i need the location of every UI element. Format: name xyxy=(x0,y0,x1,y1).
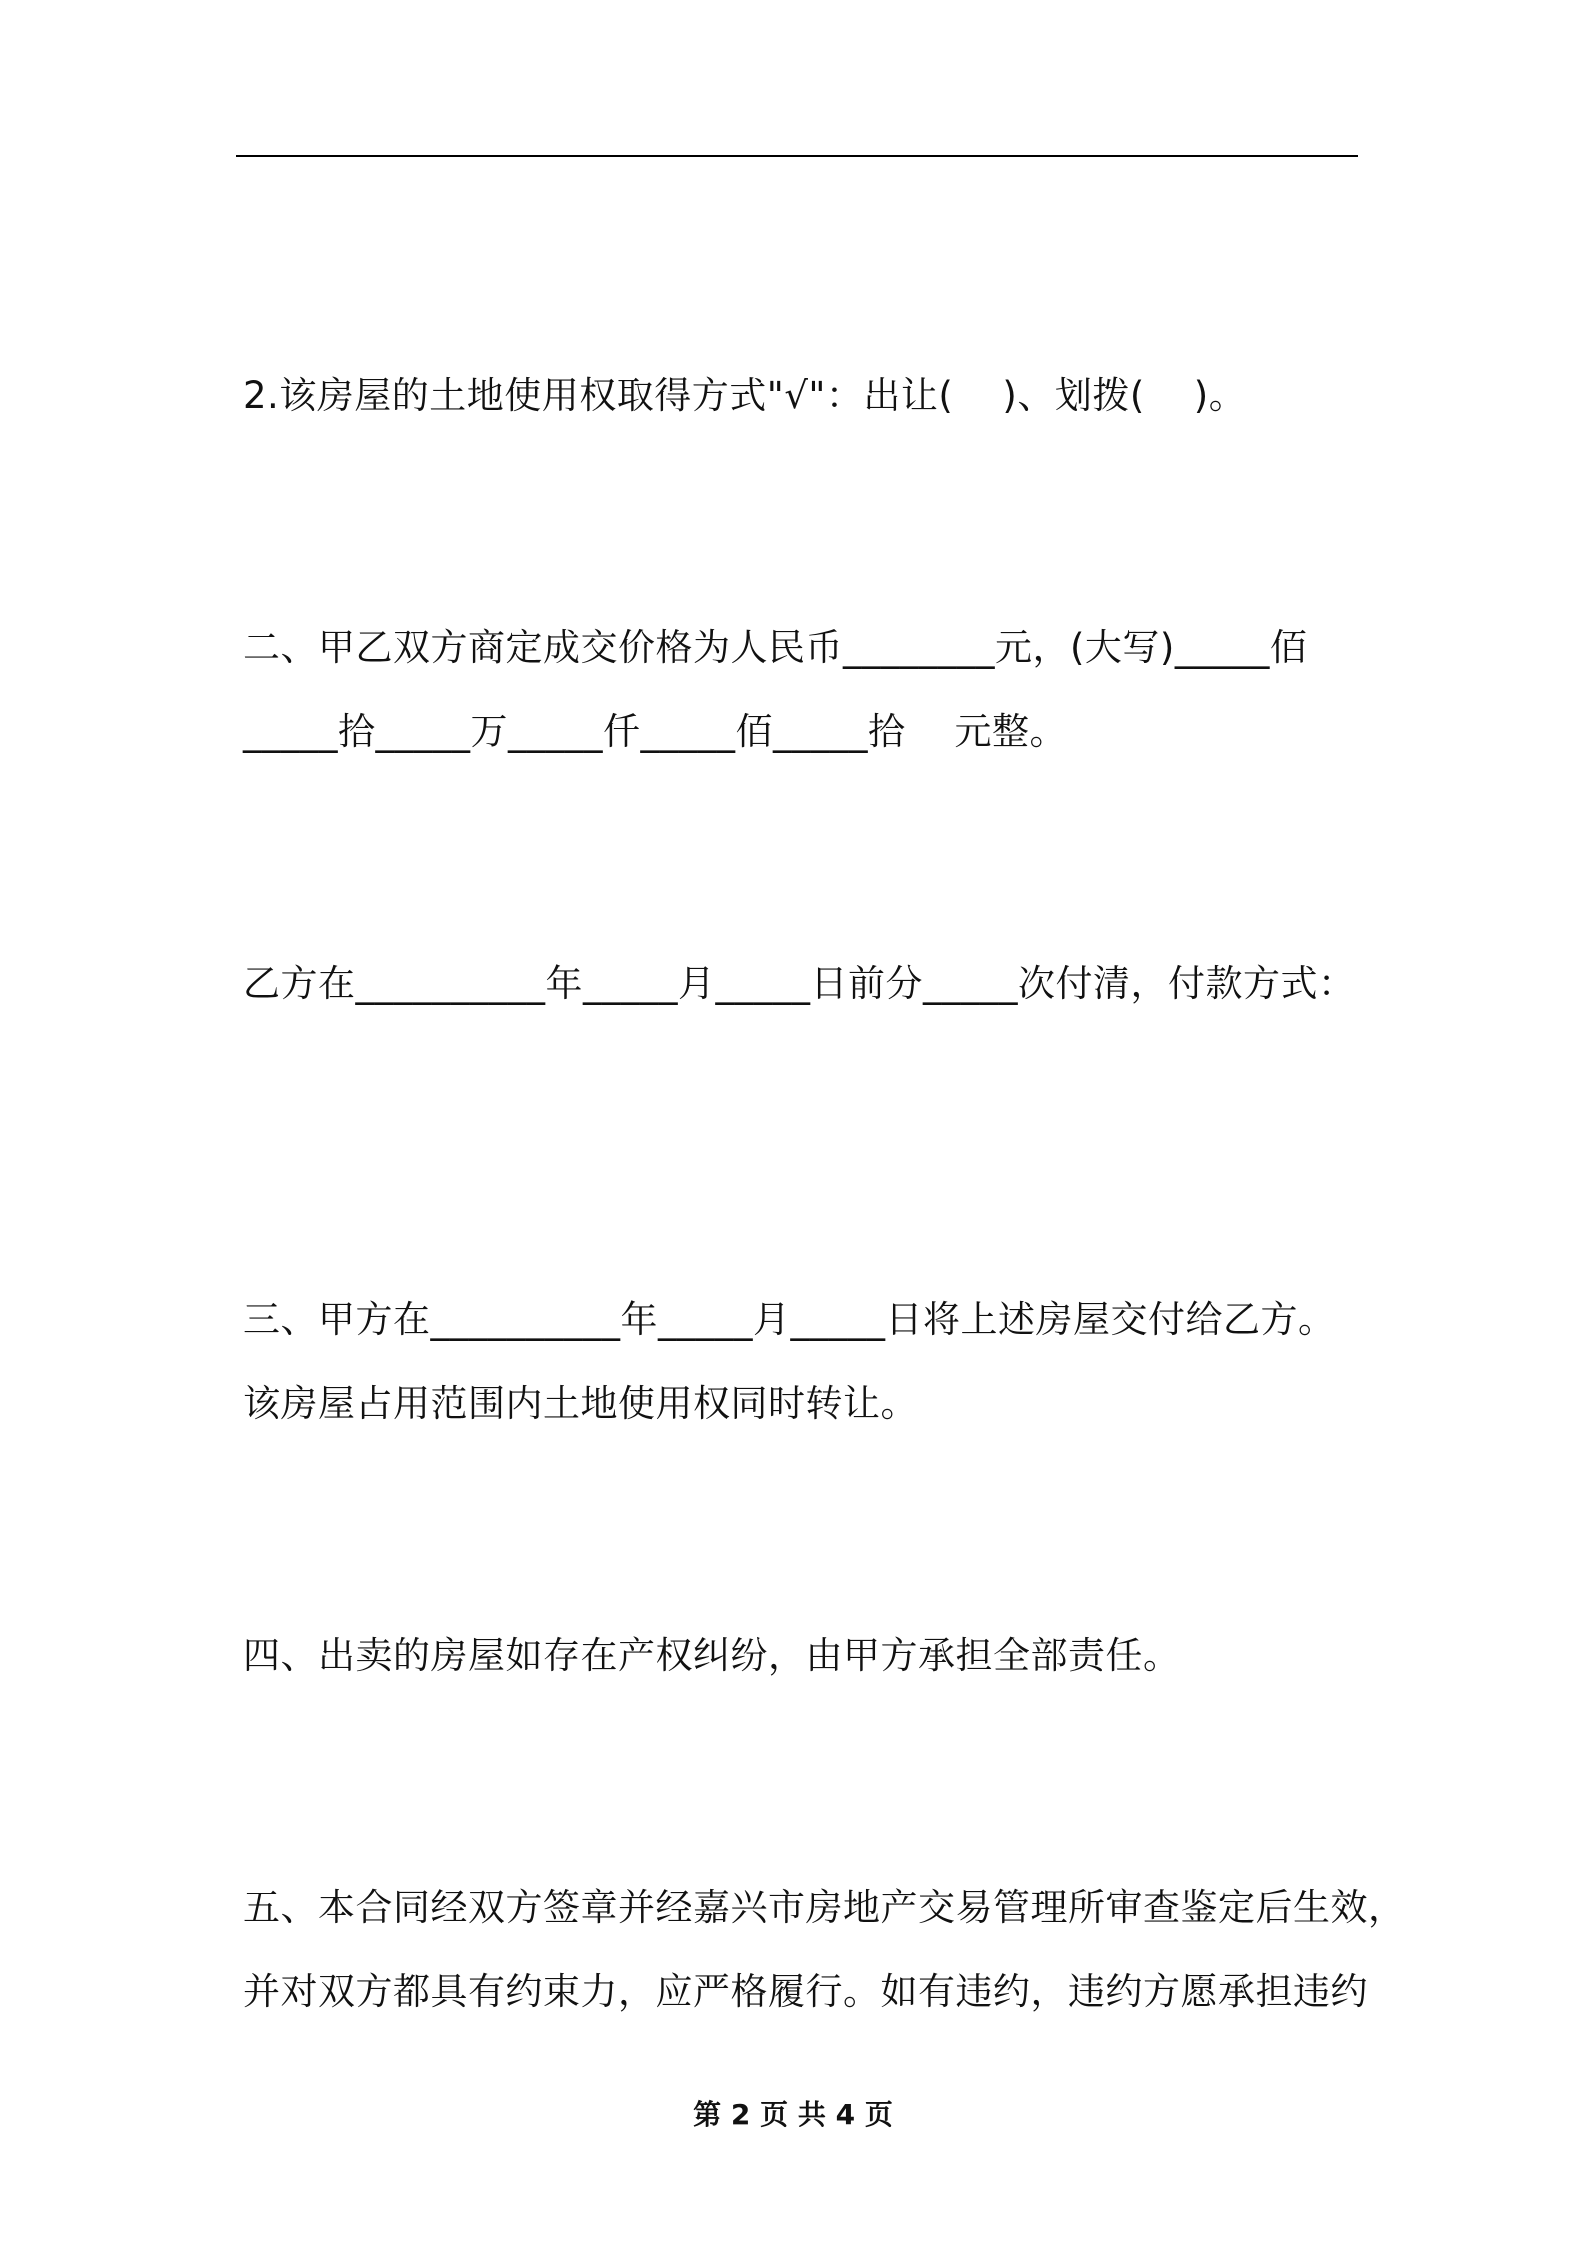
clause-five-effectiveness: 五、本合同经双方签章并经嘉兴市房地产交易管理所审查鉴定后生效， xyxy=(243,1886,1406,1929)
clause-three-delivery: 三、甲方在__________年_____月_____日将上述房屋交付给乙方。 xyxy=(243,1298,1336,1341)
clause-two-price-uppercase: _____拾_____万_____仟_____佰_____拾 元整。 xyxy=(243,710,1068,753)
clause-five-binding: 并对双方都具有约束力，应严格履行。如有违约，违约方愿承担违约 xyxy=(243,1970,1368,2013)
clause-three-land-transfer: 该房屋占用范围内土地使用权同时转让。 xyxy=(243,1382,918,1425)
clause-payment-terms: 乙方在__________年_____月_____日前分_____次付清，付款方式： xyxy=(243,962,1356,1005)
clause-two-price: 二、甲乙双方商定成交价格为人民币________元，(大写)_____佰 xyxy=(243,626,1308,669)
page-number-footer: 第 2 页 共 4 页 xyxy=(693,2098,893,2131)
clause-land-use-right: 2.该房屋的土地使用权取得方式"√"：出让( )、划拨( )。 xyxy=(243,374,1247,417)
clause-four-disputes: 四、出卖的房屋如存在产权纠纷，由甲方承担全部责任。 xyxy=(243,1634,1181,1677)
header-rule xyxy=(236,155,1358,157)
